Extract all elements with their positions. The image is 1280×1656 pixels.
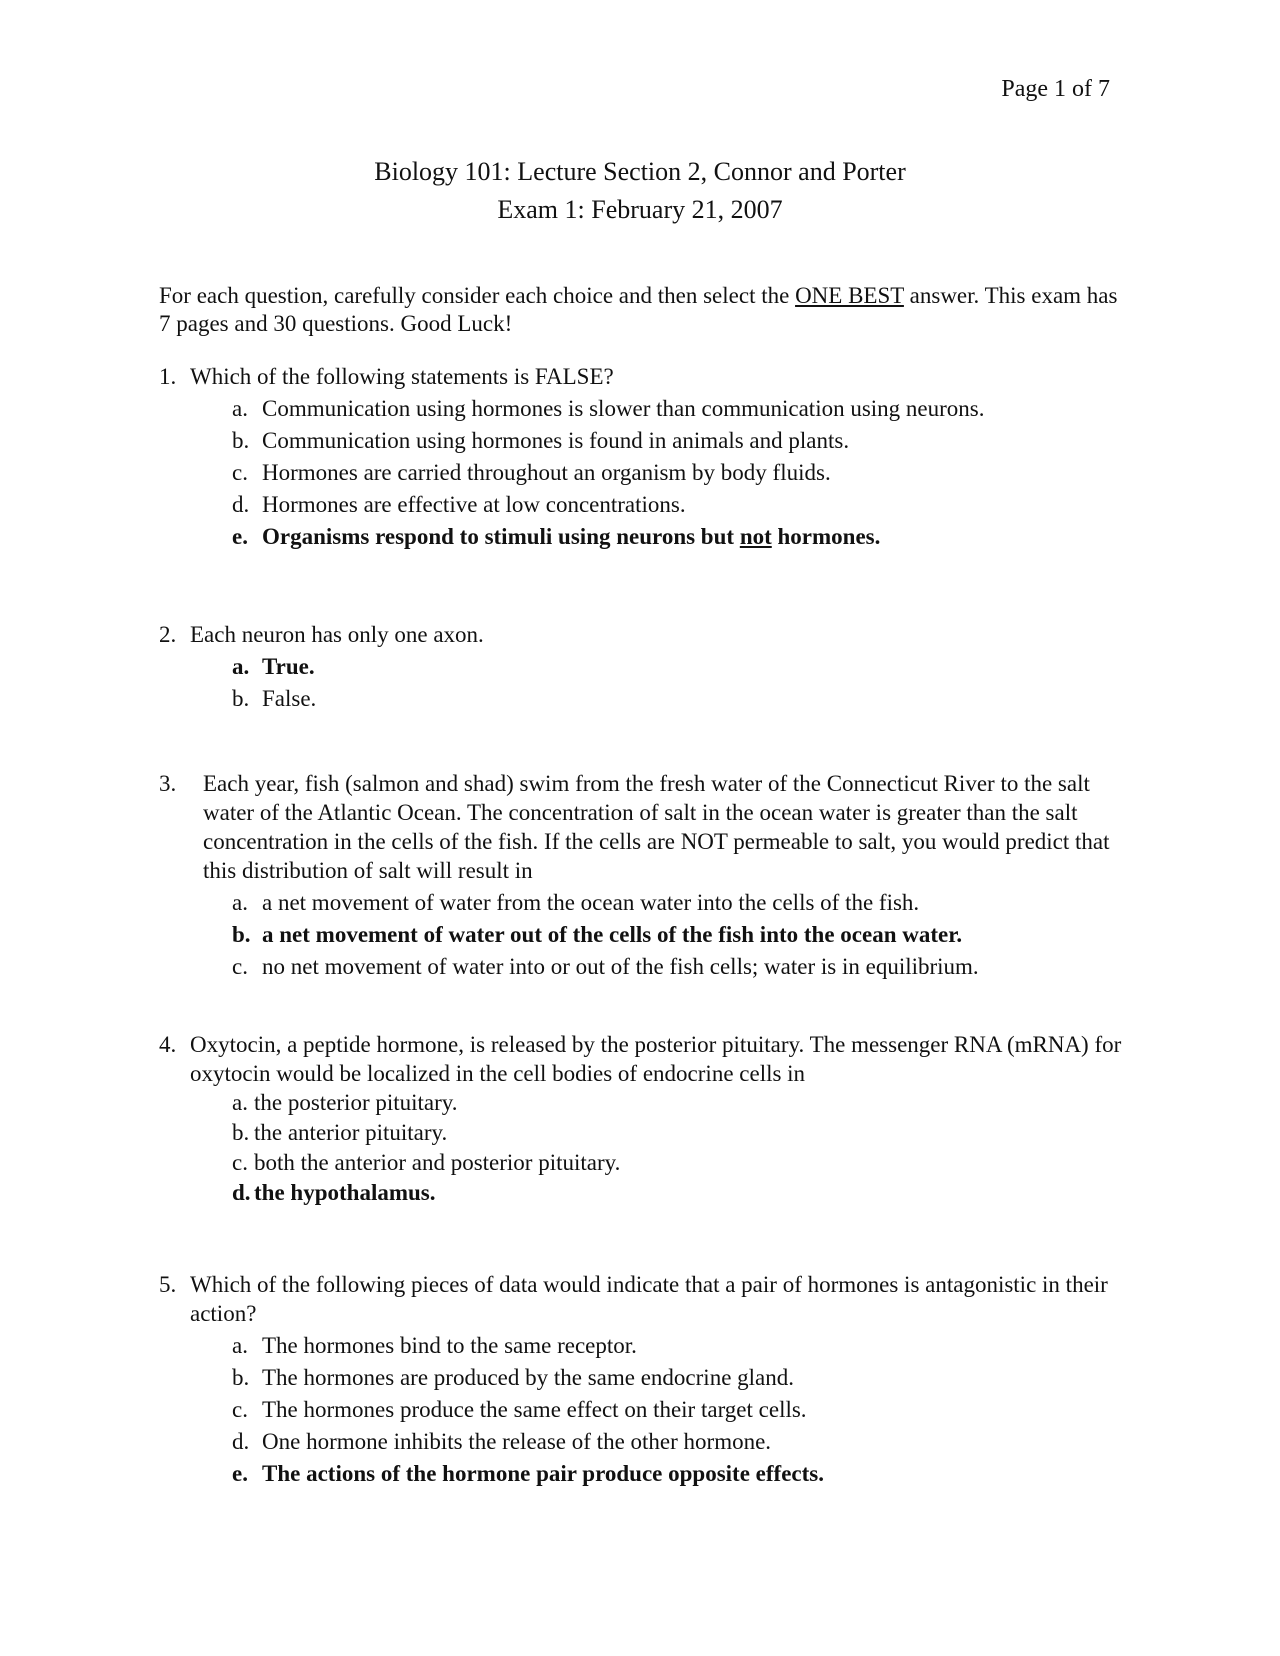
option-d-correct[interactable] [232,1178,1134,1208]
option-text: True. [262,654,315,679]
option-a[interactable] [232,393,1134,425]
option-b[interactable] [232,1118,1134,1148]
option-letter: c. [232,1397,248,1422]
option-text-after: hormones. [771,524,881,549]
option-d[interactable] [232,1426,1134,1458]
option-text: a net movement of water out of the cells of the fish into the ocean water. [262,922,963,947]
option-a[interactable] [232,1088,1134,1118]
option-letter: a. [232,654,250,679]
option-letter: c. [232,1150,248,1175]
option-text: a net movement of water from the ocean water into the cells of the fish. [262,890,920,915]
option-text [262,521,1134,553]
option-a[interactable] [232,887,1134,919]
option-text: Hormones are effective at low concentrations. [262,492,686,517]
option-text: False. [262,686,317,711]
option-letter: c. [232,460,248,485]
question-stem: Oxytocin, a peptide hormone, is released by the posterior pituitary. The messenger RNA (mRNA) for oxytocin would be localized in the cell bodies of endocrine cells in [190,1032,1122,1086]
question-number: 4. [159,1032,177,1057]
option-letter: b. [232,428,250,453]
option-letter: d. [232,1180,251,1205]
course-title: Biology 101: Lecture Section 2, Connor and Porter [374,157,906,186]
option-text: the anterior pituitary. [254,1120,448,1145]
question-2 [159,620,1134,715]
question-number: 5. [159,1272,177,1297]
option-b-correct[interactable] [232,919,1134,951]
option-letter: d. [232,1429,250,1454]
question-stem: Which of the following pieces of data would indicate that a pair of hormones is antagonistic in their action? [190,1272,1108,1326]
option-text: Communication using hormones is found in animals and plants. [262,428,850,453]
exam-date-title: Exam 1: February 21, 2007 [497,195,783,224]
option-text: no net movement of water into or out of the fish cells; water is in equilibrium. [262,954,979,979]
option-text: the hypothalamus. [254,1180,436,1205]
question-5 [159,1270,1134,1490]
option-b[interactable] [232,425,1134,457]
option-text-before: Organisms respond to stimuli using neurons but [262,524,740,549]
exam-title-block [0,153,1280,229]
option-a[interactable] [232,1330,1134,1362]
question-stem: Which of the following statements is FALSE? [190,364,614,389]
option-text: Communication using hormones is slower than communication using neurons. [262,396,985,421]
option-letter: d. [232,492,250,517]
option-letter: a. [232,1333,248,1358]
instructions-emphasis: ONE BEST [795,283,904,308]
option-text: One hormone inhibits the release of the other hormone. [262,1429,772,1454]
question-1 [159,362,1134,553]
question-3 [159,769,1134,983]
instructions-after: answer. This exam has 7 pages and 30 questions. Good Luck! [159,283,1118,336]
option-letter: a. [232,396,248,421]
option-letter: a. [232,1090,248,1115]
question-number: 1. [159,364,177,389]
option-letter: a. [232,890,248,915]
option-letter: e. [232,524,248,549]
question-number: 3. [159,771,177,796]
option-e-correct[interactable] [232,1458,1134,1490]
instructions-before: For each question, carefully consider each choice and then select the [159,283,796,308]
question-stem: Each year, fish (salmon and shad) swim from the fresh water of the Connecticut River to the salt water of the Atlantic Ocean. The concentration of salt in the ocean water is greater than the salt concentration in the cells of the fish. If the cells are NOT permeable to salt, you would predict that this distribution of salt will result in [203,771,1110,883]
option-letter: b. [232,1365,250,1390]
option-c[interactable] [232,1394,1134,1426]
question-4 [159,1030,1134,1208]
option-text: the posterior pituitary. [254,1090,458,1115]
option-d[interactable] [232,489,1134,521]
option-letter: e. [232,1461,248,1486]
option-e-correct[interactable] [232,521,1134,553]
option-text: The hormones produce the same effect on their target cells. [262,1397,807,1422]
question-number: 2. [159,622,177,647]
instructions [159,282,1124,338]
option-text: The hormones bind to the same receptor. [262,1333,637,1358]
option-letter: b. [232,1120,250,1145]
option-letter: c. [232,954,248,979]
option-text: The actions of the hormone pair produce opposite effects. [262,1461,824,1486]
option-c[interactable] [232,951,1134,983]
option-text: both the anterior and posterior pituitary. [254,1150,621,1175]
page-number: Page 1 of 7 [1001,76,1110,102]
question-stem: Each neuron has only one axon. [190,622,484,647]
option-a-correct[interactable] [232,651,1134,683]
option-c[interactable] [232,1148,1134,1178]
option-text-emphasis: not [739,524,772,549]
option-letter: b. [232,922,251,947]
option-c[interactable] [232,457,1134,489]
option-text: The hormones are produced by the same endocrine gland. [262,1365,794,1390]
option-letter: b. [232,686,250,711]
option-text: Hormones are carried throughout an organism by body fluids. [262,460,831,485]
option-b[interactable] [232,1362,1134,1394]
option-b[interactable] [232,683,1134,715]
